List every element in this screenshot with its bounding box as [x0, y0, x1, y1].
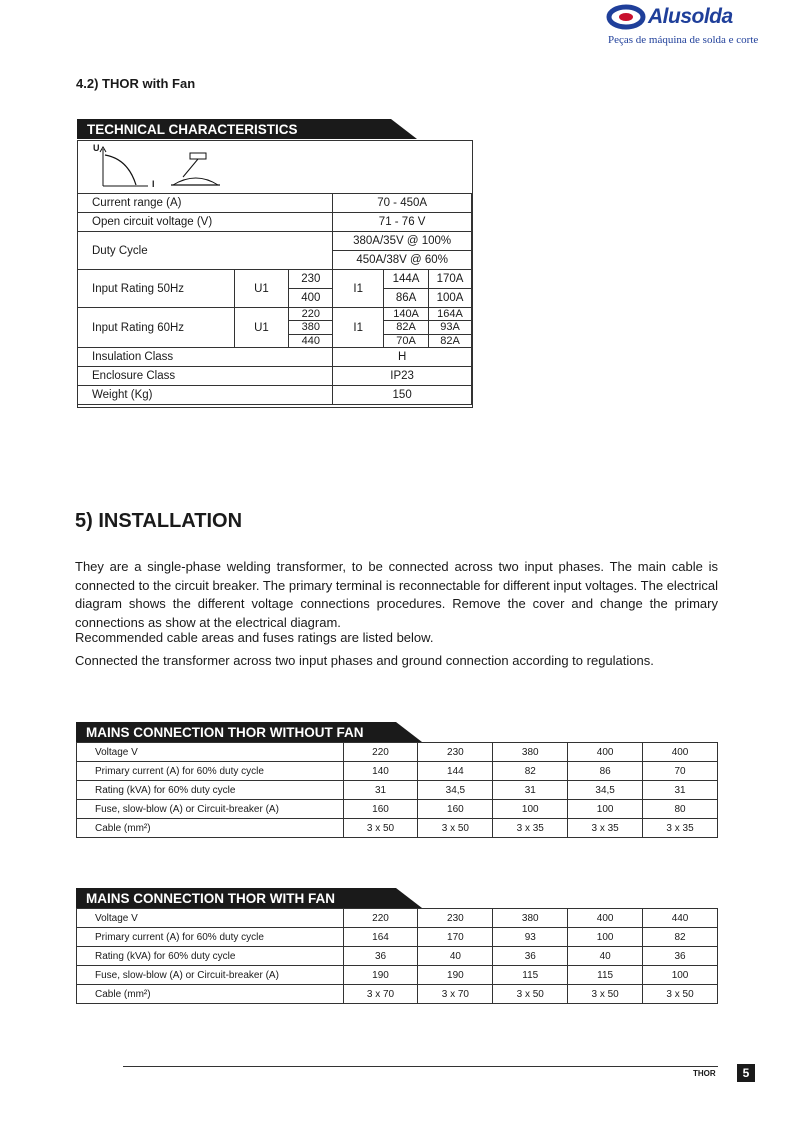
table-cell: 220: [343, 909, 418, 928]
brand-name: Alusolda: [648, 5, 733, 28]
table-cell: 34,5: [418, 781, 493, 800]
mains-nofan-table: [76, 742, 718, 838]
table-row: [78, 386, 472, 405]
table-cell: 3 x 70: [343, 985, 418, 1004]
table-row: [78, 232, 472, 251]
table-cell: 400: [643, 743, 718, 762]
table-cell: 31: [643, 781, 718, 800]
input50-volt: 230: [289, 270, 333, 289]
input60-amp: 70A: [384, 334, 429, 347]
axis-i-label: I: [152, 179, 155, 189]
input60-u: U1: [234, 308, 289, 348]
table-cell: 3 x 35: [493, 819, 568, 838]
ocv-value: 71 - 76 V: [333, 213, 472, 232]
current-range-value: 70 - 450A: [333, 194, 472, 213]
table-cell: 115: [493, 966, 568, 985]
table-cell: 82: [493, 762, 568, 781]
enclosure-label: Enclosure Class: [78, 367, 333, 386]
table-cell: 3 x 50: [568, 985, 643, 1004]
section-subtitle: 4.2) THOR with Fan: [76, 76, 196, 91]
table-row: [77, 966, 718, 985]
table-row: [77, 800, 718, 819]
input60-amp: 82A: [384, 321, 429, 334]
table-cell: 93: [493, 928, 568, 947]
table-row: [77, 819, 718, 838]
row-label: Voltage V: [77, 743, 344, 762]
input60-amp: 82A: [429, 334, 472, 347]
brand-logo: [604, 2, 759, 50]
table-cell: 160: [418, 800, 493, 819]
table-cell: 86: [568, 762, 643, 781]
input50-u: U1: [234, 270, 289, 308]
row-label: Rating (kVA) for 60% duty cycle: [77, 947, 344, 966]
mains-fan-header: MAINS CONNECTION THOR WITH FAN: [76, 888, 382, 908]
table-cell: 380: [493, 909, 568, 928]
table-row: [78, 308, 472, 321]
input60-volt: 220: [289, 308, 333, 321]
table-row: [77, 947, 718, 966]
table-cell: 380: [493, 743, 568, 762]
table-row: [77, 781, 718, 800]
table-cell: 34,5: [568, 781, 643, 800]
table-row: [77, 743, 718, 762]
table-cell: 36: [643, 947, 718, 966]
table-cell: 36: [343, 947, 418, 966]
input60-amp: 93A: [429, 321, 472, 334]
table-cell: 440: [643, 909, 718, 928]
input60-label: Input Rating 60Hz: [78, 308, 235, 348]
table-cell: 36: [493, 947, 568, 966]
installation-paragraph: They are a single-phase welding transformer, to be connected across two input phases. The main cable is connected to the circuit breaker. The primary terminal is reconnectable for different input voltages. The electrical diagram shows the different voltage connections procedures. Remove the cover and change the primary connections as show at the electrical diagram.: [75, 559, 718, 630]
row-label: Fuse, slow-blow (A) or Circuit-breaker (A): [77, 800, 344, 819]
weight-value: 150: [333, 386, 472, 405]
input50-volt: 400: [289, 289, 333, 308]
ocv-label: Open circuit voltage (V): [78, 213, 333, 232]
table-row: [77, 762, 718, 781]
installation-paragraph: Recommended cable areas and fuses ratings are listed below.: [75, 630, 434, 645]
brand-tagline: Peças de máquina de solda e corte: [608, 34, 759, 46]
table-cell: 3 x 35: [568, 819, 643, 838]
input50-amp: 86A: [384, 289, 429, 308]
mains-nofan-header: MAINS CONNECTION THOR WITHOUT FAN: [76, 722, 382, 742]
table-cell: 100: [568, 800, 643, 819]
table-row: [78, 348, 472, 367]
enclosure-value: IP23: [333, 367, 472, 386]
footer-divider: [123, 1066, 718, 1067]
input60-volt: 380: [289, 321, 333, 334]
table-cell: 164: [343, 928, 418, 947]
row-label: Fuse, slow-blow (A) or Circuit-breaker (A): [77, 966, 344, 985]
table-cell: 100: [493, 800, 568, 819]
table-cell: 82: [643, 928, 718, 947]
installation-paragraph: Connected the transformer across two input phases and ground connection according to regulations.: [75, 653, 654, 668]
input50-label: Input Rating 50Hz: [78, 270, 235, 308]
table-cell: 70: [643, 762, 718, 781]
insulation-value: H: [333, 348, 472, 367]
input50-i: I1: [333, 270, 384, 308]
input60-volt: 440: [289, 334, 333, 347]
current-range-label: Current range (A): [78, 194, 333, 213]
table-cell: 40: [418, 947, 493, 966]
table-cell: 3 x 70: [418, 985, 493, 1004]
volt-amp-curve: [78, 141, 472, 194]
row-label: Cable (mm²): [77, 985, 344, 1004]
table-cell: 140: [343, 762, 418, 781]
table-cell: 80: [643, 800, 718, 819]
table-cell: 400: [568, 743, 643, 762]
table-cell: 160: [343, 800, 418, 819]
row-label: Rating (kVA) for 60% duty cycle: [77, 781, 344, 800]
tech-spec-grid: [77, 193, 472, 405]
table-cell: 40: [568, 947, 643, 966]
installation-title: 5) INSTALLATION: [75, 510, 243, 532]
insulation-label: Insulation Class: [78, 348, 333, 367]
row-label: Cable (mm²): [77, 819, 344, 838]
table-cell: 31: [493, 781, 568, 800]
table-cell: 3 x 50: [343, 819, 418, 838]
table-row: [77, 985, 718, 1004]
table-cell: 100: [643, 966, 718, 985]
row-label: Primary current (A) for 60% duty cycle: [77, 928, 344, 947]
input60-i: I1: [333, 308, 384, 348]
table-row: [78, 213, 472, 232]
row-label: Primary current (A) for 60% duty cycle: [77, 762, 344, 781]
table-row: [78, 367, 472, 386]
table-cell: 31: [343, 781, 418, 800]
input50-amp: 100A: [429, 289, 472, 308]
footer-product-name: THOR: [693, 1069, 716, 1078]
table-row: [78, 270, 472, 289]
duty-value-2: 450A/38V @ 60%: [333, 251, 472, 270]
input60-amp: 164A: [429, 308, 472, 321]
mains-fan-table: [76, 908, 718, 1004]
tech-header: TECHNICAL CHARACTERISTICS: [77, 119, 377, 139]
table-cell: 3 x 50: [418, 819, 493, 838]
duty-value-1: 380A/35V @ 100%: [333, 232, 472, 251]
tech-table: [77, 140, 473, 408]
page-number: 5: [737, 1064, 755, 1082]
table-cell: 3 x 35: [643, 819, 718, 838]
input60-amp: 140A: [384, 308, 429, 321]
duty-label: Duty Cycle: [78, 232, 333, 270]
table-cell: 230: [418, 909, 493, 928]
row-label: Voltage V: [77, 909, 344, 928]
table-cell: 3 x 50: [643, 985, 718, 1004]
table-cell: 190: [343, 966, 418, 985]
logo-swoosh-icon: [606, 4, 650, 34]
table-cell: 100: [568, 928, 643, 947]
table-cell: 170: [418, 928, 493, 947]
table-row: [77, 909, 718, 928]
table-row: [78, 194, 472, 213]
table-cell: 115: [568, 966, 643, 985]
input50-amp: 144A: [384, 270, 429, 289]
table-row: [77, 928, 718, 947]
input50-amp: 170A: [429, 270, 472, 289]
axis-u-label: U: [93, 143, 100, 153]
table-cell: 230: [418, 743, 493, 762]
weight-label: Weight (Kg): [78, 386, 333, 405]
table-cell: 220: [343, 743, 418, 762]
table-cell: 400: [568, 909, 643, 928]
table-cell: 190: [418, 966, 493, 985]
table-cell: 3 x 50: [493, 985, 568, 1004]
table-cell: 144: [418, 762, 493, 781]
